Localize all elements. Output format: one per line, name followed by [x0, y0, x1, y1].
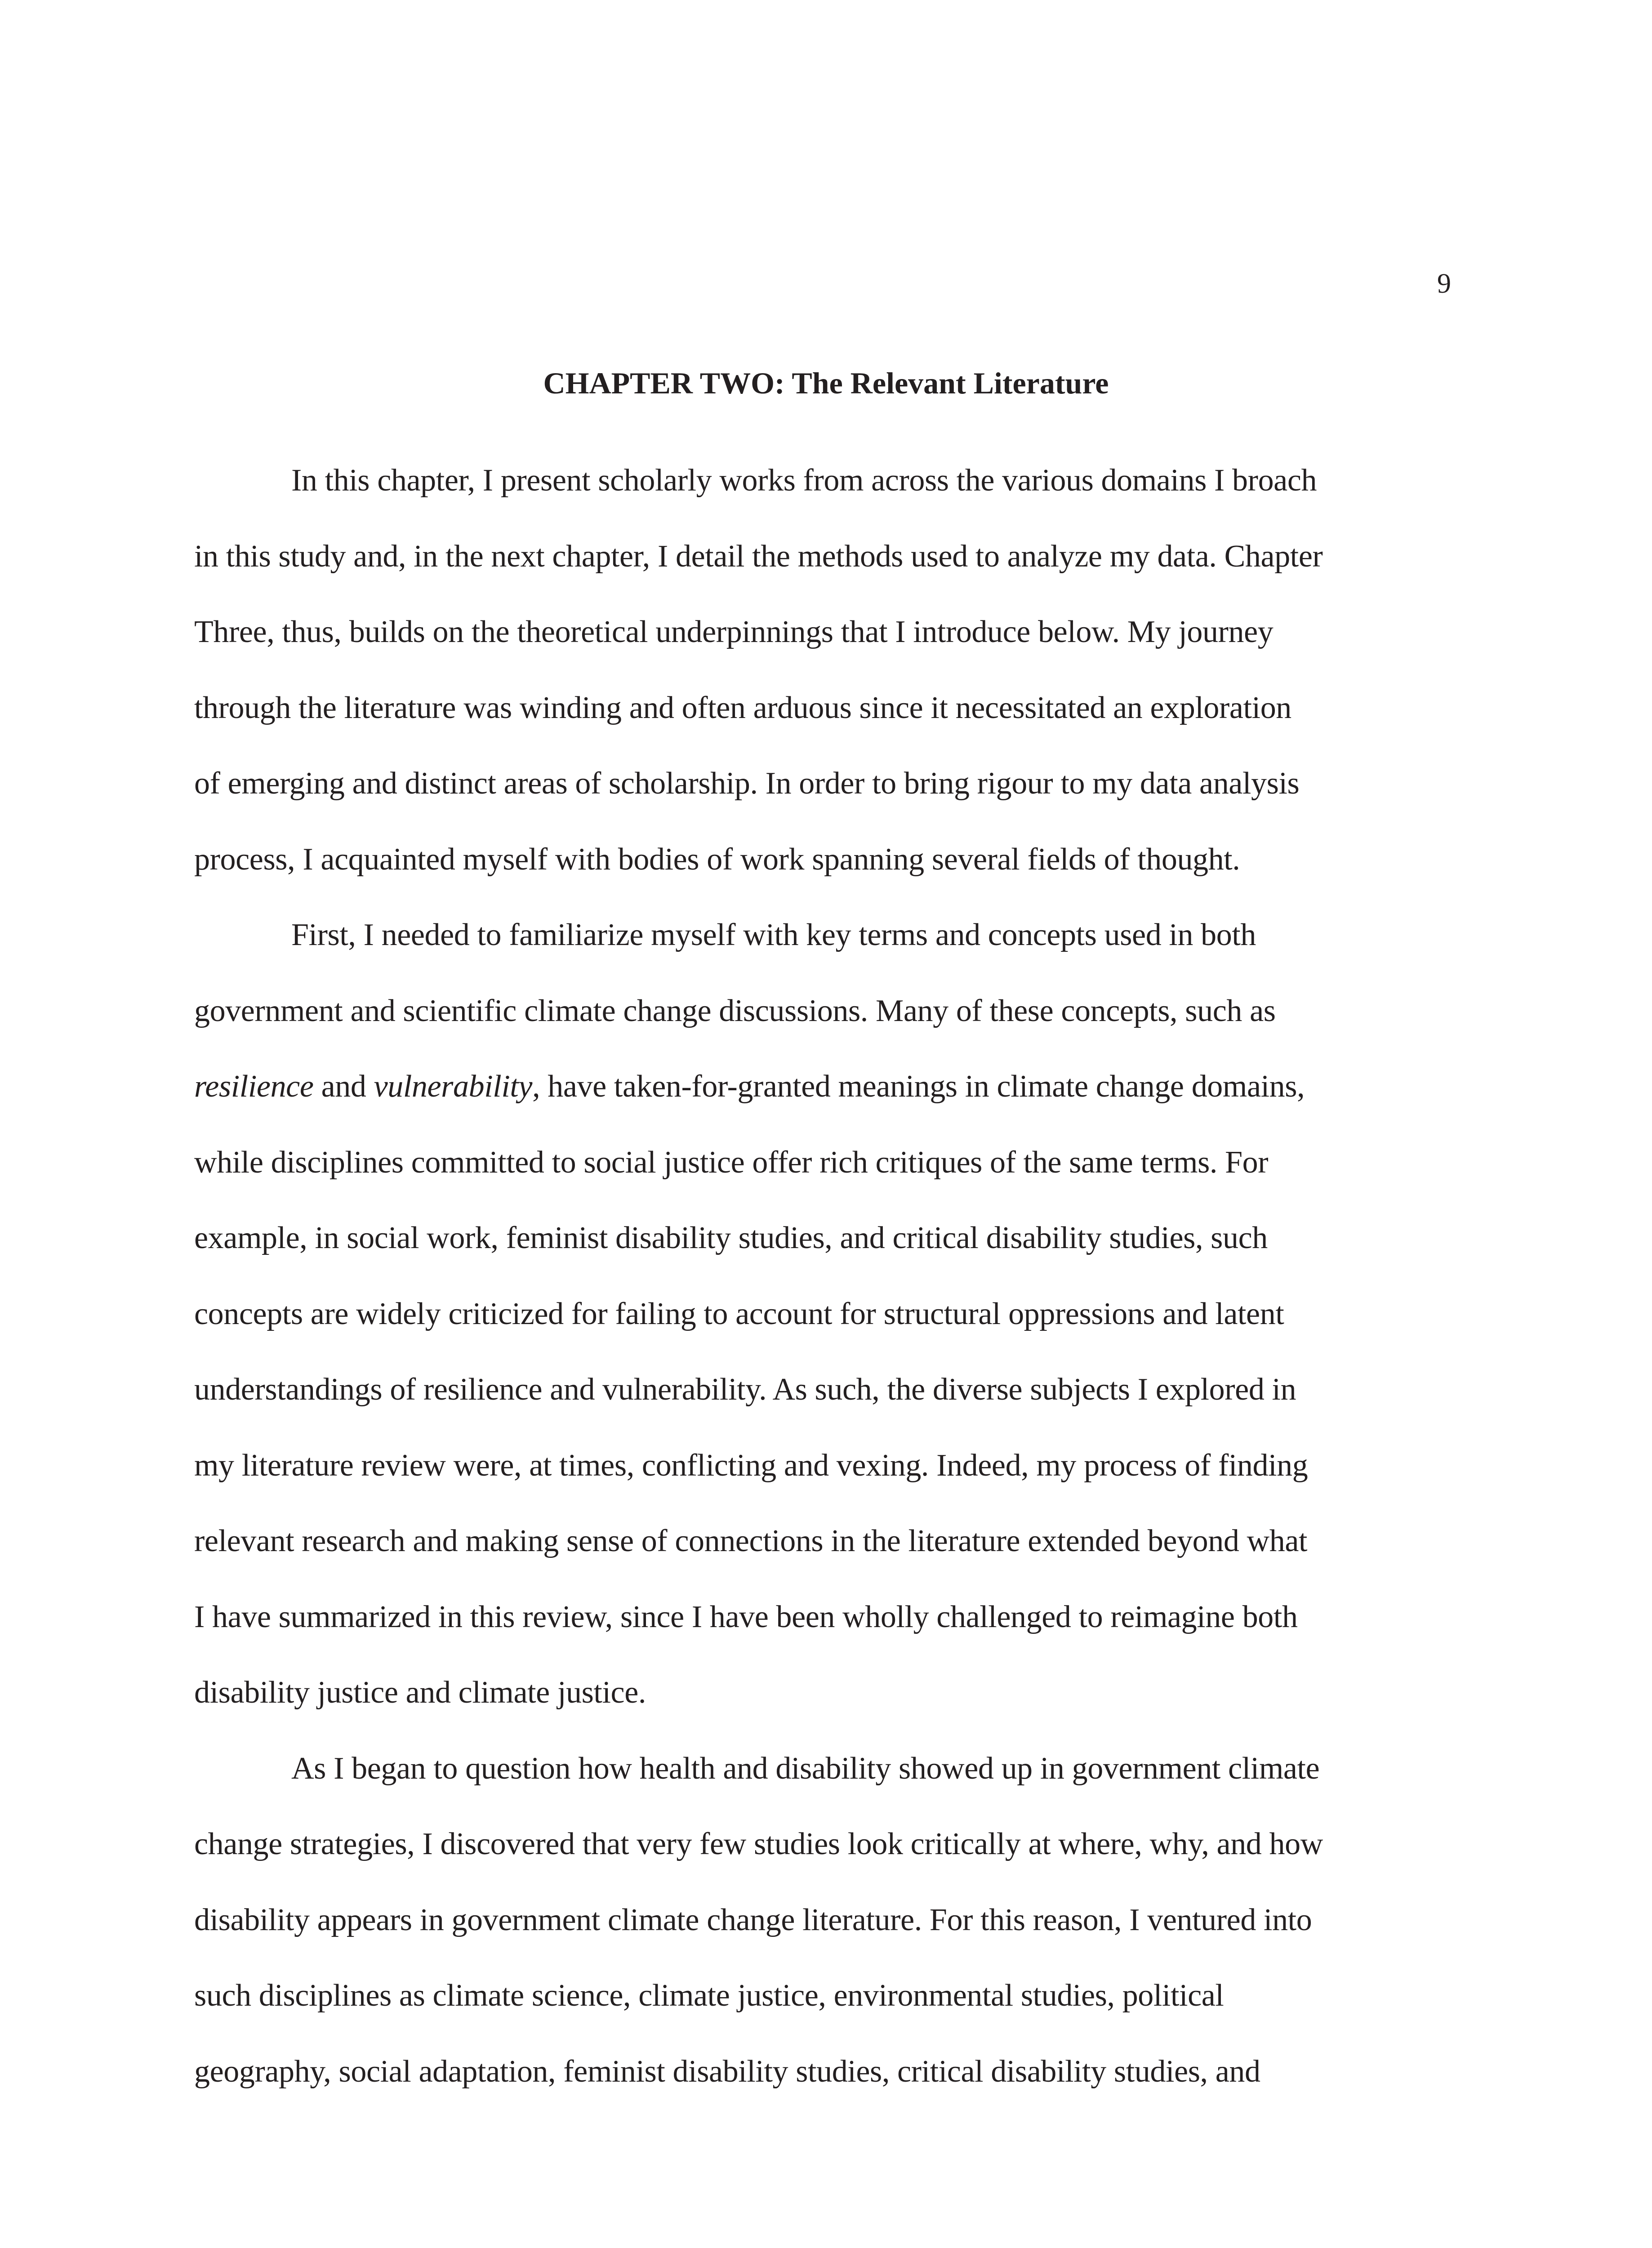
paragraph-3-line: such disciplines as climate science, climate justice, environmental studies, political: [194, 1978, 1224, 2013]
paragraph-2-line: concepts are widely criticized for failing to account for structural oppressions and latent: [194, 1296, 1284, 1331]
paragraph-2-line: while disciplines committed to social justice offer rich critiques of the same terms. For: [194, 1145, 1269, 1180]
paragraph-1-line: Three, thus, builds on the theoretical underpinnings that I introduce below. My journey: [194, 615, 1274, 649]
chapter-title: CHAPTER TWO: The Relevant Literature: [543, 366, 1109, 400]
page-number: 9: [1437, 268, 1451, 299]
conjunction: and: [313, 1069, 374, 1104]
paragraph-1-line: process, I acquainted myself with bodies of work spanning several fields of thought.: [194, 842, 1240, 877]
paragraph-3-line: change strategies, I discovered that very few studies look critically at where, why, and how: [194, 1827, 1323, 1861]
paragraph-2-line: disability justice and climate justice.: [194, 1675, 646, 1710]
body-text: [194, 443, 1442, 2110]
term-vulnerability: vulnerability: [374, 1069, 533, 1104]
line-continuation: , have taken-for-granted meanings in climate change domains,: [532, 1069, 1305, 1104]
paragraph-1-line: of emerging and distinct areas of scholarship. In order to bring rigour to my data analysis: [194, 766, 1300, 801]
paragraph-2-line: government and scientific climate change discussions. Many of these concepts, such as: [194, 993, 1276, 1028]
paragraph-3-line: As I began to question how health and disability showed up in government climate: [291, 1751, 1320, 1786]
paragraph-2-line: relevant research and making sense of connections in the literature extended beyond what: [194, 1524, 1308, 1558]
paragraph-2-line: First, I needed to familiarize myself with key terms and concepts used in both: [291, 918, 1256, 952]
paragraph-1-line: through the literature was winding and often arduous since it necessitated an exploration: [194, 690, 1291, 725]
term-resilience: resilience: [194, 1069, 314, 1104]
paragraph-2-line: I have summarized in this review, since I have been wholly challenged to reimagine both: [194, 1599, 1298, 1634]
paragraph-3-line: disability appears in government climate change literature. For this reason, I ventured into: [194, 1902, 1312, 1937]
paragraph-1-line: In this chapter, I present scholarly works from across the various domains I broach: [291, 463, 1317, 498]
paragraph-1-line: in this study and, in the next chapter, I detail the methods used to analyze my data. Chapter: [194, 539, 1323, 574]
paragraph-2-line: [194, 1049, 1442, 1125]
paragraph-3-line: geography, social adaptation, feminist disability studies, critical disability studies, and: [194, 2054, 1260, 2089]
paragraph-2-line: my literature review were, at times, conflicting and vexing. Indeed, my process of finding: [194, 1448, 1308, 1483]
paragraph-2-line: understandings of resilience and vulnerability. As such, the diverse subjects I explored in: [194, 1372, 1296, 1407]
paragraph-2-line: example, in social work, feminist disability studies, and critical disability studies, such: [194, 1221, 1268, 1255]
